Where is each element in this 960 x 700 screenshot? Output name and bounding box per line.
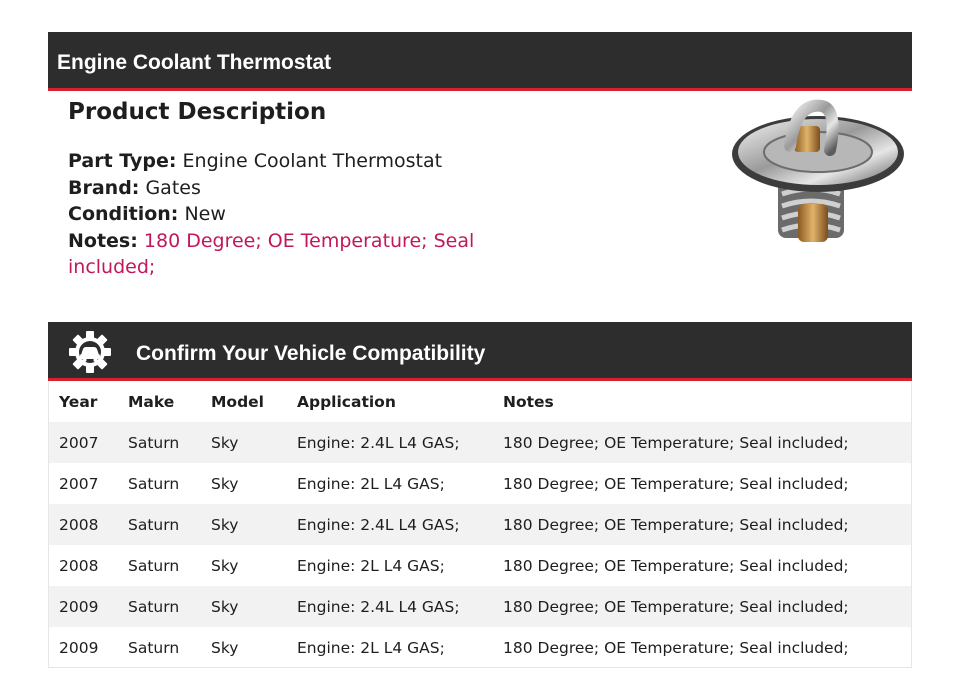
table-row bbox=[49, 586, 911, 627]
cell-model: Sky bbox=[211, 638, 239, 657]
table-row bbox=[49, 504, 911, 545]
cell-year: 2008 bbox=[59, 515, 99, 534]
spec-condition bbox=[68, 201, 488, 228]
notes-value: 180 Degree; OE Temperature; Seal included; bbox=[68, 229, 475, 278]
cell-year: 2009 bbox=[59, 638, 99, 657]
cell-model: Sky bbox=[211, 597, 239, 616]
part-type-value: Engine Coolant Thermostat bbox=[182, 150, 443, 172]
compatibility-bar bbox=[48, 322, 912, 381]
cell-make: Saturn bbox=[128, 638, 180, 657]
cell-model: Sky bbox=[211, 474, 239, 493]
col-application: Application bbox=[297, 392, 396, 411]
cell-make: Saturn bbox=[128, 515, 180, 534]
cell-notes: 180 Degree; OE Temperature; Seal included; bbox=[503, 556, 849, 575]
page-title: Engine Coolant Thermostat bbox=[57, 51, 332, 74]
cell-notes: 180 Degree; OE Temperature; Seal included; bbox=[503, 433, 849, 452]
brand-value: Gates bbox=[145, 176, 201, 199]
cell-application: Engine: 2L L4 GAS; bbox=[297, 474, 445, 493]
cell-application: Engine: 2L L4 GAS; bbox=[297, 556, 445, 575]
gear-car-icon bbox=[68, 330, 112, 374]
cell-year: 2007 bbox=[59, 474, 99, 493]
part-type-label: Part Type: bbox=[68, 150, 177, 172]
table-row bbox=[49, 627, 911, 668]
condition-value: New bbox=[184, 203, 226, 225]
cell-application: Engine: 2L L4 GAS; bbox=[297, 638, 445, 657]
cell-make: Saturn bbox=[128, 433, 180, 452]
cell-notes: 180 Degree; OE Temperature; Seal included; bbox=[503, 597, 849, 616]
table-row bbox=[49, 545, 911, 586]
cell-make: Saturn bbox=[128, 556, 180, 575]
condition-label: Condition: bbox=[68, 203, 179, 225]
description-heading: Product Description bbox=[68, 99, 327, 125]
compatibility-title: Confirm Your Vehicle Compatibility bbox=[136, 342, 486, 365]
cell-notes: 180 Degree; OE Temperature; Seal included; bbox=[503, 638, 849, 657]
col-year: Year bbox=[59, 392, 98, 411]
cell-notes: 180 Degree; OE Temperature; Seal included; bbox=[503, 474, 849, 493]
table-header-row bbox=[49, 381, 911, 422]
col-notes: Notes bbox=[503, 392, 554, 411]
spec-brand bbox=[68, 175, 488, 202]
product-description bbox=[68, 94, 488, 281]
compatibility-table bbox=[48, 381, 912, 668]
cell-make: Saturn bbox=[128, 474, 180, 493]
thermostat-image bbox=[726, 96, 906, 256]
col-model: Model bbox=[211, 392, 264, 411]
cell-year: 2009 bbox=[59, 597, 99, 616]
cell-make: Saturn bbox=[128, 597, 180, 616]
table-row bbox=[49, 422, 911, 463]
cell-application: Engine: 2.4L L4 GAS; bbox=[297, 515, 460, 534]
cell-application: Engine: 2.4L L4 GAS; bbox=[297, 597, 460, 616]
cell-application: Engine: 2.4L L4 GAS; bbox=[297, 433, 460, 452]
spec-list bbox=[68, 148, 488, 281]
cell-year: 2008 bbox=[59, 556, 99, 575]
col-make: Make bbox=[128, 392, 175, 411]
title-bar bbox=[48, 32, 912, 91]
cell-notes: 180 Degree; OE Temperature; Seal included; bbox=[503, 515, 849, 534]
table-row bbox=[49, 463, 911, 504]
brand-label: Brand: bbox=[68, 176, 140, 199]
spec-notes bbox=[68, 228, 488, 281]
notes-label: Notes: bbox=[68, 229, 138, 252]
spec-part-type bbox=[68, 148, 488, 175]
cell-year: 2007 bbox=[59, 433, 99, 452]
cell-model: Sky bbox=[211, 515, 239, 534]
cell-model: Sky bbox=[211, 433, 239, 452]
cell-model: Sky bbox=[211, 556, 239, 575]
